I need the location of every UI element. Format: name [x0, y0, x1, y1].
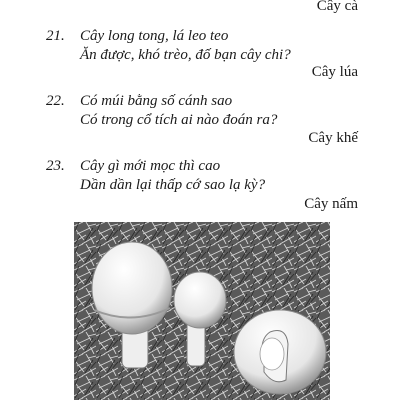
- answer-21: Cây lúa: [311, 64, 358, 80]
- riddle-number: 23.: [46, 158, 65, 174]
- riddle-line: Có múi bằng số cánh sao: [80, 93, 233, 109]
- riddle-line: Cây gì mới mọc thì cao: [80, 158, 221, 174]
- riddle-number: 22.: [46, 93, 65, 109]
- riddle-line: Có trong cổ tích ai nào đoán ra?: [80, 112, 278, 128]
- riddle-line: Ăn được, khó trèo, đố bạn cây chi?: [80, 47, 291, 63]
- riddle-line: Cây long tong, lá leo teo: [80, 28, 229, 44]
- answer-23: Cây nấm: [304, 196, 358, 212]
- riddle-number: 21.: [46, 28, 65, 44]
- answer-top: Cây cà: [316, 0, 358, 14]
- mushroom-photo: [74, 222, 330, 400]
- mushroom-right: [234, 310, 326, 394]
- riddle-line: Dần dần lại thấp cớ sao lạ kỳ?: [80, 177, 266, 193]
- answer-22: Cây khế: [308, 130, 358, 146]
